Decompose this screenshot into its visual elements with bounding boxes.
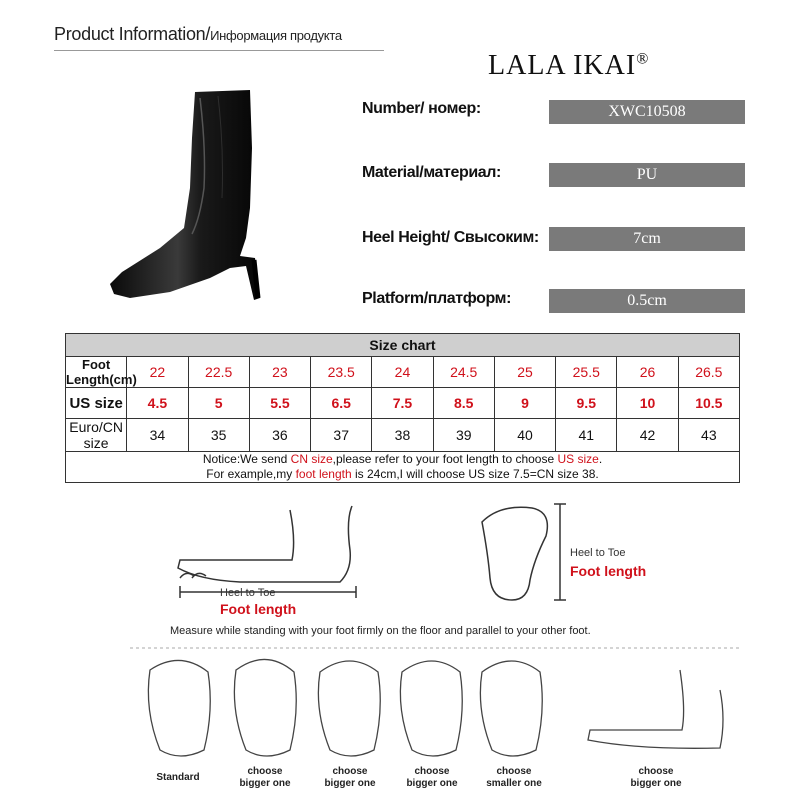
eu-size-row — [66, 419, 740, 452]
top-heel-to-toe-label: Heel to Toe — [570, 547, 626, 559]
us-size-row — [66, 388, 740, 419]
spec-label-heel-height: Heel Height/ Свысоким: — [362, 229, 539, 246]
top-foot-length-label: Foot length — [570, 563, 647, 579]
foot-length-cell: 26 — [617, 357, 678, 388]
brand-logo — [488, 50, 649, 82]
notice-text — [66, 452, 740, 483]
size-chart-title: Size chart — [66, 334, 740, 357]
foot-length-cell: 23 — [249, 357, 310, 388]
caption-6a: choose — [638, 766, 674, 777]
notice-part: . — [598, 452, 603, 466]
foot-type-6 — [588, 670, 723, 748]
title-english: Product Information/ — [54, 24, 211, 44]
foot-length-cell: 25 — [494, 357, 555, 388]
caption-standard: Standard — [156, 772, 200, 783]
caption-3a: choose — [332, 766, 368, 777]
us-size-cell: 8.5 — [433, 388, 494, 419]
us-size-cell: 9.5 — [556, 388, 617, 419]
spec-value-heel-height: 7cm — [549, 227, 745, 251]
top-foot-outline — [482, 507, 547, 600]
eu-size-header: Euro/CN size — [66, 419, 127, 452]
caption-4b: bigger one — [406, 778, 458, 789]
notice-cn-size: CN size — [290, 452, 333, 466]
page-title — [54, 24, 342, 45]
boot-product-image — [100, 88, 330, 316]
top-measure-line — [554, 504, 566, 600]
spec-value-platform: 0.5cm — [549, 289, 745, 313]
title-russian: Информация продукта — [210, 28, 342, 43]
us-size-cell: 6.5 — [311, 388, 372, 419]
eu-size-cell: 43 — [678, 419, 739, 452]
foot-type-captions — [156, 766, 682, 789]
caption-2b: bigger one — [239, 778, 291, 789]
example-foot-length: foot length — [295, 467, 352, 481]
us-size-header: US size — [66, 388, 127, 419]
caption-3b: bigger one — [324, 778, 376, 789]
notice-us-size: US size — [557, 452, 599, 466]
foot-standard — [148, 660, 210, 756]
spec-value-material: PU — [549, 163, 745, 187]
foot-type-3 — [318, 661, 380, 756]
caption-6b: bigger one — [630, 778, 682, 789]
foot-length-header: Foot Length(cm) — [66, 357, 137, 387]
eu-size-cell: 39 — [433, 419, 494, 452]
us-size-cell: 10 — [617, 388, 678, 419]
us-size-cell: 5 — [188, 388, 249, 419]
caption-2a: choose — [247, 766, 283, 777]
side-foot-length-label: Foot length — [220, 601, 297, 617]
top-foot-drawing — [482, 504, 566, 600]
registered-mark: ® — [636, 50, 650, 68]
us-size-cell: 9 — [494, 388, 555, 419]
eu-size-cell: 34 — [127, 419, 188, 452]
title-underline — [54, 50, 384, 51]
foot-length-cell: 24.5 — [433, 357, 494, 388]
eu-size-cell: 35 — [188, 419, 249, 452]
eu-size-cell: 36 — [249, 419, 310, 452]
eu-size-cell: 40 — [494, 419, 555, 452]
measure-instruction: Measure while standing with your foot firmly on the floor and parallel to your other foot. — [170, 625, 591, 637]
eu-size-cell: 41 — [556, 419, 617, 452]
foot-measure-illustration — [120, 500, 760, 800]
side-foot-outline — [178, 506, 352, 582]
foot-type-4 — [400, 661, 462, 756]
notice-part: Notice:We send — [202, 452, 291, 466]
foot-length-cell: 24 — [372, 357, 433, 388]
us-size-cell: 7.5 — [372, 388, 433, 419]
eu-size-cell: 38 — [372, 419, 433, 452]
foot-types — [148, 659, 723, 756]
foot-length-cell: 22 — [127, 357, 188, 388]
eu-size-cell: 42 — [617, 419, 678, 452]
eu-size-cell: 37 — [311, 419, 372, 452]
size-chart-table — [65, 333, 740, 483]
caption-5b: smaller one — [486, 778, 542, 789]
foot-length-cell: 23.5 — [311, 357, 372, 388]
foot-length-cell: 22.5 — [188, 357, 249, 388]
foot-type-5 — [480, 661, 542, 756]
side-foot-drawing — [178, 506, 356, 598]
side-heel-to-toe-label: Heel to Toe — [220, 587, 276, 599]
us-size-cell: 4.5 — [127, 388, 188, 419]
foot-type-2 — [234, 659, 296, 756]
notice-part: ,please refer to your foot length to choose — [332, 452, 558, 466]
us-size-cell: 5.5 — [249, 388, 310, 419]
caption-4a: choose — [414, 766, 450, 777]
notice-row — [66, 452, 740, 483]
spec-label-platform: Platform/платформ: — [362, 290, 511, 307]
us-size-cell: 10.5 — [678, 388, 739, 419]
foot-length-cell: 25.5 — [556, 357, 617, 388]
foot-length-row — [66, 357, 740, 388]
boot-shape — [110, 90, 260, 300]
example-part: For example,my — [206, 467, 296, 481]
foot-length-cell: 26.5 — [678, 357, 739, 388]
spec-value-number: XWC10508 — [549, 100, 745, 124]
caption-5a: choose — [496, 766, 532, 777]
spec-label-number: Number/ номер: — [362, 100, 481, 117]
example-part: is 24cm,I will choose US size 7.5=CN size 38. — [351, 467, 599, 481]
spec-label-material: Material/материал: — [362, 164, 501, 181]
brand-name: LALA IKAI — [488, 50, 637, 81]
